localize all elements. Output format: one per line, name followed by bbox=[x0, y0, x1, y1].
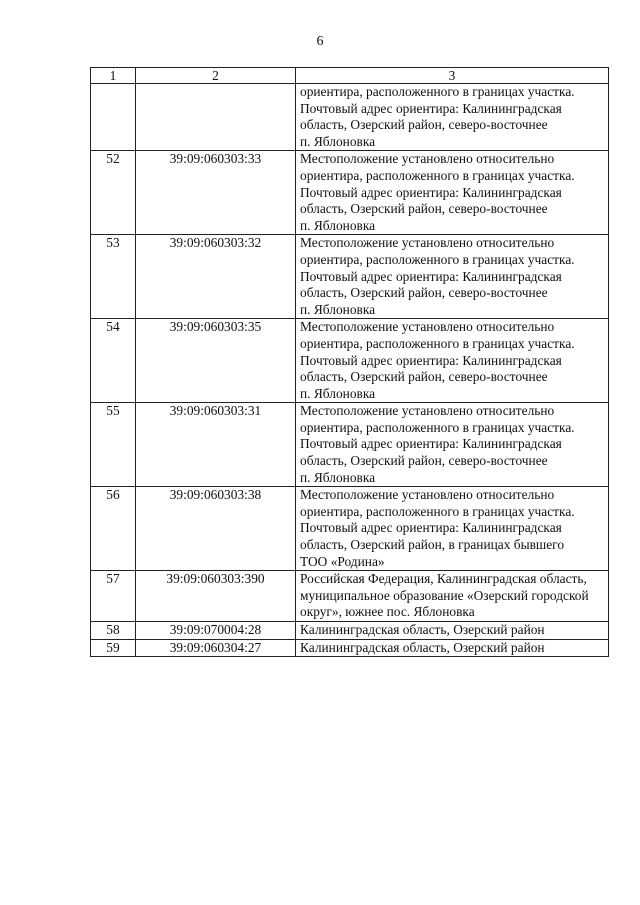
row-number-cell: 54 bbox=[91, 319, 136, 403]
row-number-cell: 59 bbox=[91, 639, 136, 657]
row-number-cell: 56 bbox=[91, 487, 136, 571]
cadastral-number-cell bbox=[136, 84, 296, 151]
table-row bbox=[91, 639, 609, 657]
location-cell: Местоположение установлено относительно ориентира, расположенного в границах участка. Почтовый адрес ориентира: Калининградская область, Озерский район, северо-восточнее п. Яблоновка bbox=[296, 319, 609, 403]
cadastral-number-cell: 39:09:060303:390 bbox=[136, 571, 296, 622]
land-plots-table bbox=[90, 67, 609, 657]
location-cell: Калининградская область, Озерский район bbox=[296, 639, 609, 657]
table-header-row bbox=[91, 68, 609, 84]
row-number-cell: 52 bbox=[91, 151, 136, 235]
row-number-cell: 55 bbox=[91, 403, 136, 487]
location-cell: Местоположение установлено относительно ориентира, расположенного в границах участка. Почтовый адрес ориентира: Калининградская область, Озерский район, северо-восточнее п. Яблоновка bbox=[296, 403, 609, 487]
cadastral-number-cell: 39:09:060303:31 bbox=[136, 403, 296, 487]
row-number-cell bbox=[91, 84, 136, 151]
column-header-cadastral: 2 bbox=[136, 68, 296, 84]
location-cell: Калининградская область, Озерский район bbox=[296, 622, 609, 640]
column-header-location: 3 bbox=[296, 68, 609, 84]
table-row bbox=[91, 151, 609, 235]
cadastral-number-cell: 39:09:060303:38 bbox=[136, 487, 296, 571]
page-number: 6 bbox=[316, 34, 324, 49]
cadastral-number-cell: 39:09:070004:28 bbox=[136, 622, 296, 640]
table-row bbox=[91, 403, 609, 487]
table-row-continuation bbox=[91, 84, 609, 151]
cadastral-number-cell: 39:09:060303:32 bbox=[136, 235, 296, 319]
location-cell: Местоположение установлено относительно ориентира, расположенного в границах участка. Почтовый адрес ориентира: Калининградская область, Озерский район, в границах бывшего ТОО «Родина» bbox=[296, 487, 609, 571]
row-number-cell: 58 bbox=[91, 622, 136, 640]
column-header-number: 1 bbox=[91, 68, 136, 84]
row-number-cell: 53 bbox=[91, 235, 136, 319]
cadastral-number-cell: 39:09:060304:27 bbox=[136, 639, 296, 657]
cadastral-number-cell: 39:09:060303:35 bbox=[136, 319, 296, 403]
table-row bbox=[91, 622, 609, 640]
table-row bbox=[91, 487, 609, 571]
cadastral-number-cell: 39:09:060303:33 bbox=[136, 151, 296, 235]
table-row bbox=[91, 319, 609, 403]
location-cell: Местоположение установлено относительно ориентира, расположенного в границах участка. Почтовый адрес ориентира: Калининградская область, Озерский район, северо-восточнее п. Яблоновка bbox=[296, 151, 609, 235]
row-number-cell: 57 bbox=[91, 571, 136, 622]
location-cell: Местоположение установлено относительно ориентира, расположенного в границах участка. Почтовый адрес ориентира: Калининградская область, Озерский район, северо-восточнее п. Яблоновка bbox=[296, 235, 609, 319]
table-row bbox=[91, 571, 609, 622]
location-cell: Российская Федерация, Калининградская область, муниципальное образование «Озерский городской округ», южнее пос. Яблоновка bbox=[296, 571, 609, 622]
location-cell: ориентира, расположенного в границах участка. Почтовый адрес ориентира: Калининградская область, Озерский район, северо-восточнее п. Яблоновка bbox=[296, 84, 609, 151]
table-row bbox=[91, 235, 609, 319]
